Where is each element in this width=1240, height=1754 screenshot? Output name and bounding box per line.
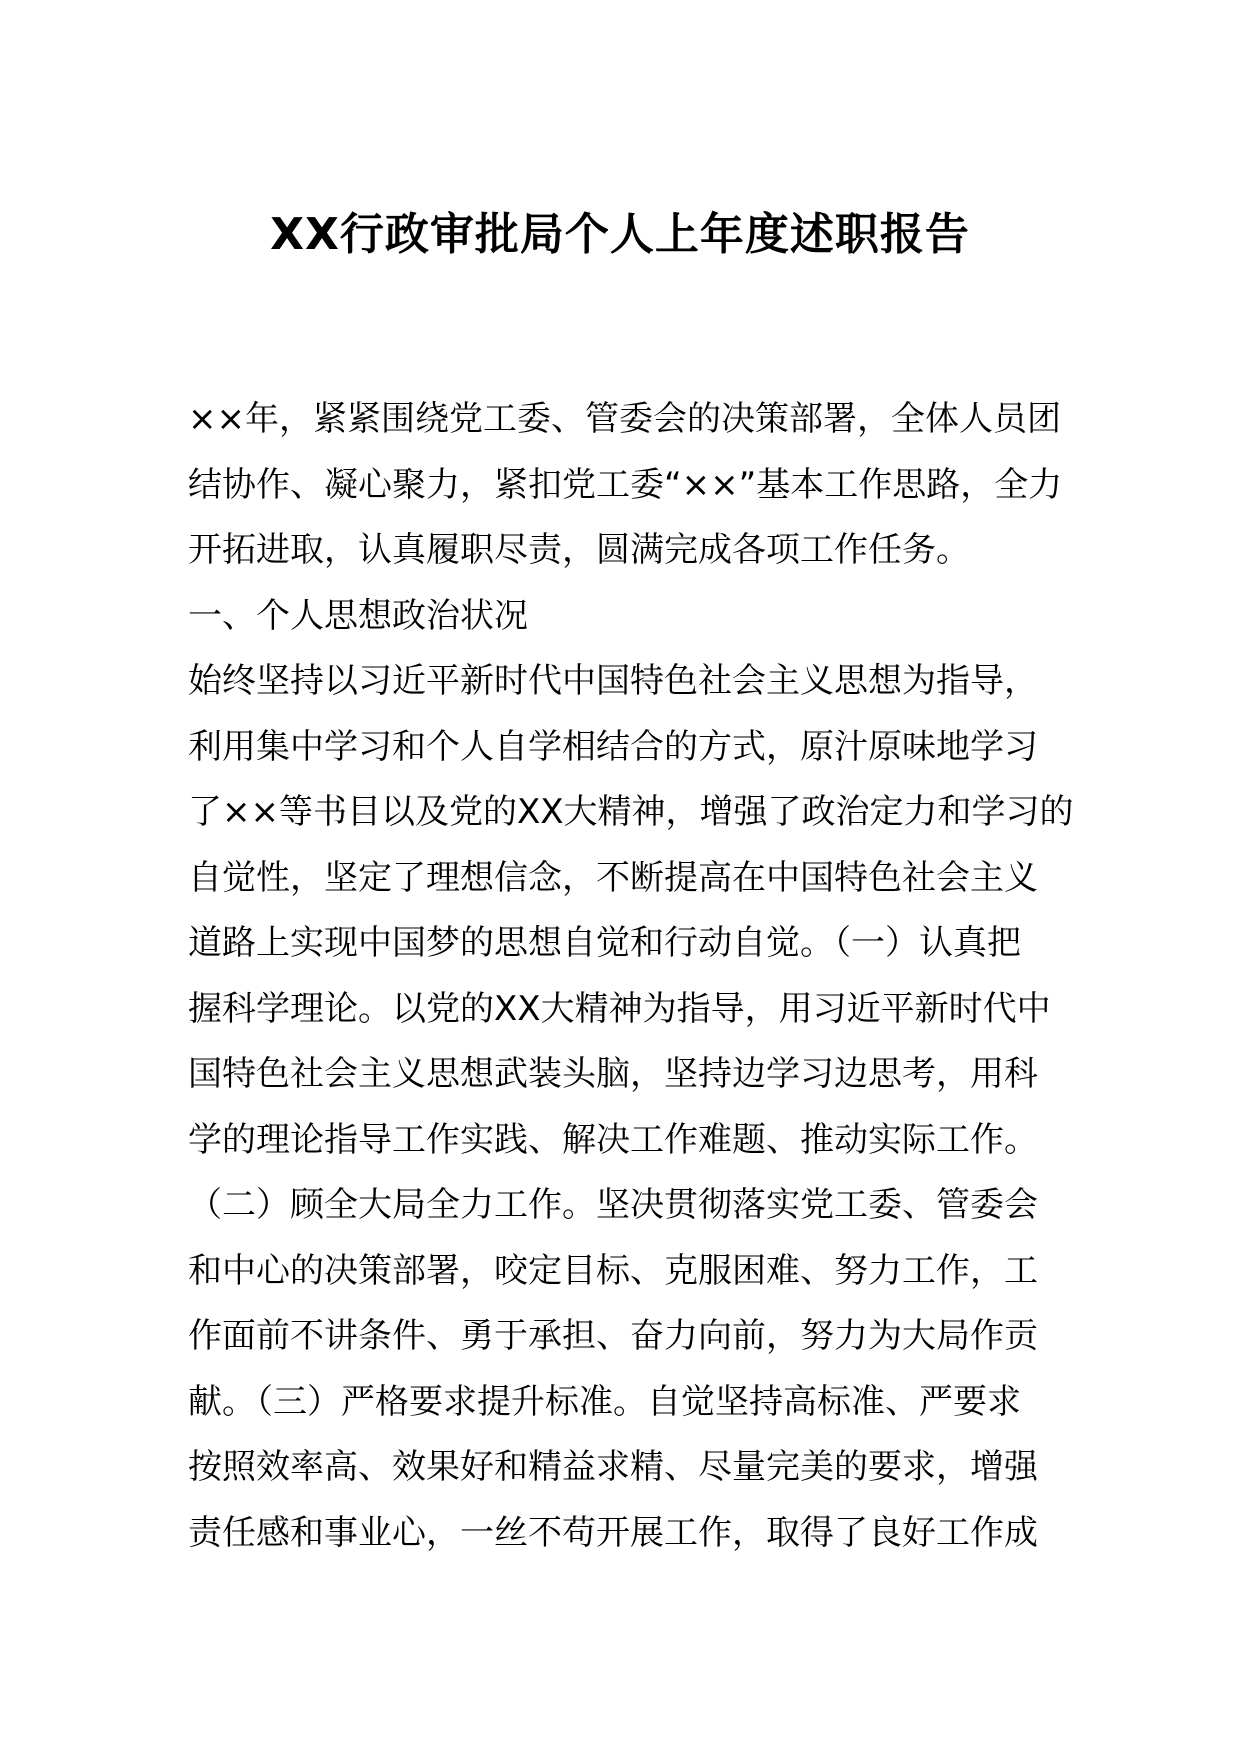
text-line: 和中心的决策部署，咬定目标、克服困难、努力工作，工	[188, 1250, 1038, 1291]
text-line: 国特色社会主义思想武装头脑，坚持边学习边思考，用科	[188, 1054, 1038, 1094]
text-line: 学的理论指导工作实践、解决工作难题、推动实际工作。	[188, 1119, 1038, 1160]
text-line: 结协作、凝心聚力，紧扣党工委“××”基本工作思路，全力	[188, 464, 1063, 505]
text-line: 开拓进取，认真履职尽责，圆满完成各项工作任务。	[188, 530, 970, 570]
text-line: 了××等书目以及党的XX大精神，增强了政治定力和学习的	[188, 792, 1074, 832]
text-line: ××年，紧紧围绕党工委、管委会的决策部署，全体人员团	[188, 399, 1061, 439]
text-line: 道路上实现中国梦的思想自觉和行动自觉。（一）认真把	[188, 923, 1021, 963]
section-heading: 一、个人思想政治状况	[188, 595, 528, 636]
text-line: 按照效率高、效果好和精益求精、尽量完美的要求，增强	[188, 1447, 1038, 1487]
text-line: 自觉性，坚定了理想信念，不断提高在中国特色社会主义	[188, 857, 1038, 898]
text-line: （二）顾全大局全力工作。坚决贯彻落实党工委、管委会	[188, 1185, 1038, 1225]
text-line: 责任感和事业心，一丝不苟开展工作，取得了良好工作成	[188, 1512, 1038, 1553]
text-line: 始终坚持以习近平新时代中国特色社会主义思想为指导，	[188, 661, 1038, 701]
text-line: 握科学理论。以党的XX大精神为指导，用习近平新时代中	[188, 988, 1051, 1029]
text-line: 利用集中学习和个人自学相结合的方式，原汁原味地学习	[188, 726, 1038, 767]
text-line: 献。（三）严格要求提升标准。自觉坚持高标准、严要求	[188, 1381, 1021, 1422]
document-body	[188, 387, 1074, 1566]
document-title: XX行政审批局个人上年度述职报告	[270, 209, 970, 260]
text-line: 作面前不讲条件、勇于承担、奋力向前，努力为大局作贡	[188, 1316, 1038, 1356]
